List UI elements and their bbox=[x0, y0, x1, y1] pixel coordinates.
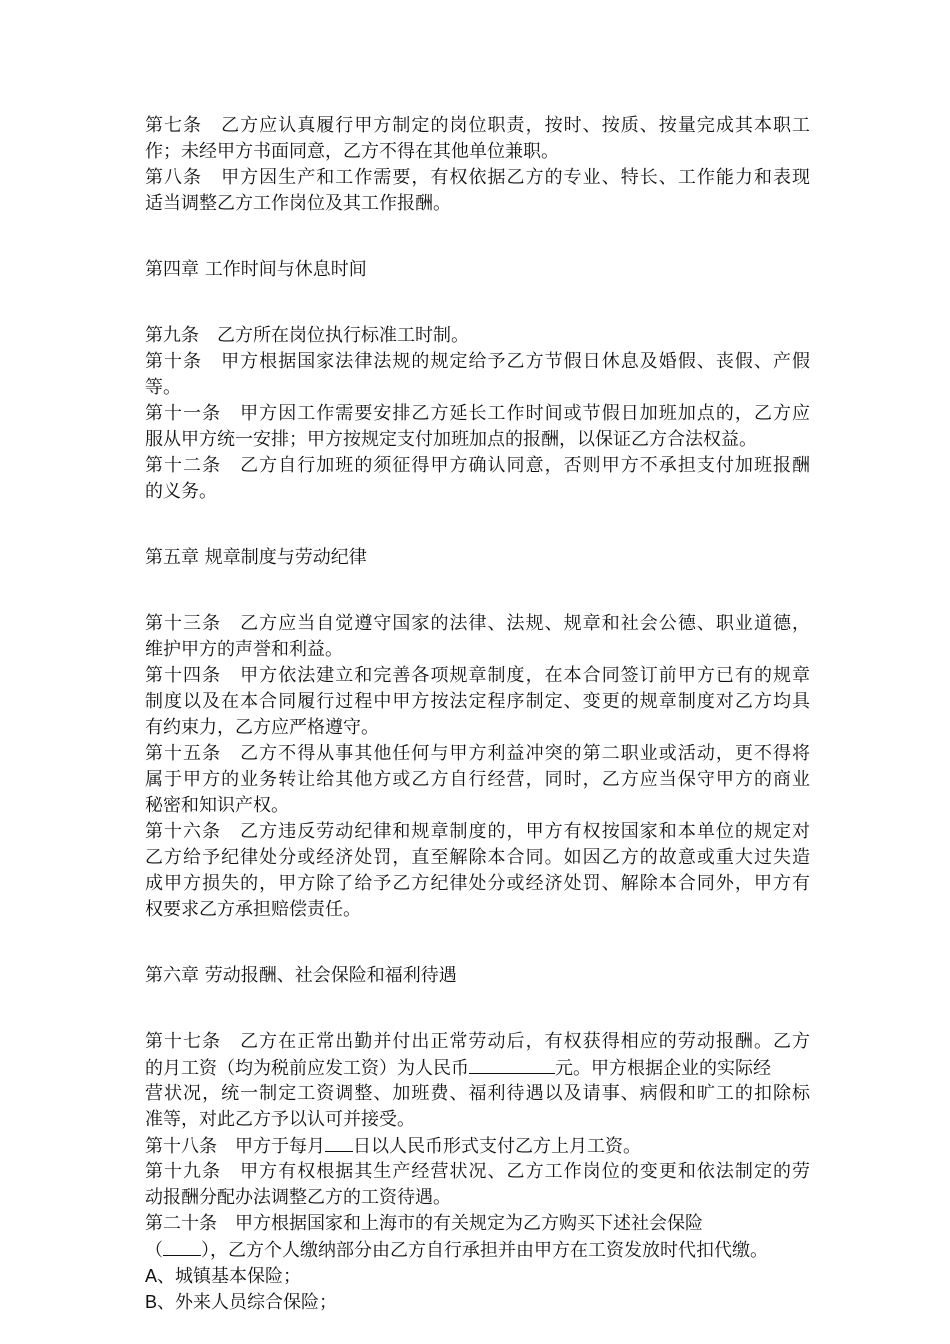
salary-amount-blank[interactable] bbox=[469, 1055, 555, 1074]
article-12-line-2: 的义务。 bbox=[145, 481, 217, 502]
spacer bbox=[145, 571, 810, 611]
article-20-line-1: 第二十条 甲方根据国家和上海市的有关规定为乙方购买下述社会保险 bbox=[145, 1213, 703, 1234]
option-b-letter: B bbox=[145, 1292, 158, 1312]
article-20-line-2 bbox=[145, 1237, 810, 1263]
article-18-end: 日以人民币形式支付乙方上月工资。 bbox=[353, 1136, 641, 1157]
article-15-line-2: 属于甲方的业务转让给其他方或乙方自行经营，同时，乙方应当保守甲方的商业 bbox=[145, 769, 810, 790]
article-14-line-1: 第十四条 甲方依法建立和完善各项规章制度，在本合同签订前甲方已有的规章 bbox=[145, 665, 810, 686]
option-a-letter: A bbox=[145, 1266, 158, 1286]
spacer bbox=[145, 505, 810, 545]
article-18-line-1 bbox=[145, 1133, 810, 1159]
article-11-line-2: 服从甲方统一安排；甲方按规定支付加班加点的报酬，以保证乙方合法权益。 bbox=[145, 429, 757, 450]
chapter-5-heading: 第五章 规章制度与劳动纪律 bbox=[145, 547, 367, 568]
spacer bbox=[145, 217, 810, 257]
article-17-line-4: 准等，对此乙方予以认可并接受。 bbox=[145, 1109, 415, 1130]
document-page bbox=[145, 113, 810, 1315]
chapter-4-heading: 第四章 工作时间与休息时间 bbox=[145, 259, 367, 280]
article-19-line-1: 第十九条 甲方有权根据其生产经营状况、乙方工作岗位的变更和依法制定的劳 bbox=[145, 1161, 810, 1182]
article-17-line-2-start: 的月工资（均为税前应发工资）为人民币 bbox=[145, 1058, 469, 1079]
article-7-line-1: 第七条 乙方应认真履行甲方制定的岗位职责，按时、按质、按量完成其本职工 bbox=[145, 115, 810, 136]
article-16-line-1: 第十六条 乙方违反劳动纪律和规章制度的，甲方有权按国家和本单位的规定对 bbox=[145, 821, 810, 842]
article-17-line-3: 营状况，统一制定工资调整、加班费、福利待遇以及请事、病假和旷工的扣除标 bbox=[145, 1083, 810, 1104]
option-b bbox=[145, 1289, 810, 1315]
spacer bbox=[145, 283, 810, 323]
article-16-line-3: 成甲方损失的，甲方除了给予乙方纪律处分或经济处罚、解除本合同外，甲方有 bbox=[145, 873, 810, 894]
article-8-line-1: 第八条 甲方因生产和工作需要，有权依据乙方的专业、特长、工作能力和表现 bbox=[145, 167, 810, 188]
article-13-line-2: 维护甲方的声誉和利益。 bbox=[145, 639, 343, 660]
article-7-line-2: 作；未经甲方书面同意，乙方不得在其他单位兼职。 bbox=[145, 141, 559, 162]
article-14-line-2: 制度以及在本合同履行过程中甲方按法定程序制定、变更的规章制度对乙方均具 bbox=[145, 691, 810, 712]
option-a bbox=[145, 1263, 810, 1289]
article-15-line-1: 第十五条 乙方不得从事其他任何与甲方利益冲突的第二职业或活动，更不得将 bbox=[145, 743, 810, 764]
option-b-text: 、外来人员综合保险； bbox=[157, 1292, 338, 1313]
article-19-line-2: 动报酬分配办法调整乙方的工资待遇。 bbox=[145, 1187, 451, 1208]
article-20-paren-open: （ bbox=[145, 1240, 163, 1261]
article-11-line-1: 第十一条 甲方因工作需要安排乙方延长工作时间或节假日加班加点的，乙方应 bbox=[145, 403, 810, 424]
option-a-text: 、城镇基本保险； bbox=[157, 1266, 302, 1287]
article-17-line-2 bbox=[145, 1055, 810, 1081]
article-9-line-1: 第九条 乙方所在岗位执行标准工时制。 bbox=[145, 325, 469, 346]
article-17-line-2-end: 元。甲方根据企业的实际经 bbox=[555, 1058, 771, 1079]
article-20-line-2-end: ），乙方个人缴纳部分由乙方自行承担并由甲方在工资发放时代扣代缴。 bbox=[201, 1240, 768, 1261]
pay-day-blank[interactable] bbox=[325, 1133, 353, 1152]
spacer bbox=[145, 989, 810, 1029]
article-16-line-2: 乙方给予纪律处分或经济处罚，直至解除本合同。如因乙方的故意或重大过失造 bbox=[145, 847, 810, 868]
article-15-line-3: 秘密和知识产权。 bbox=[145, 795, 289, 816]
article-8-line-2: 适当调整乙方工作岗位及其工作报酬。 bbox=[145, 193, 451, 214]
article-13-line-1: 第十三条 乙方应当自觉遵守国家的法律、法规、规章和社会公德、职业道德， bbox=[145, 613, 810, 634]
article-14-line-3: 有约束力，乙方应严格遵守。 bbox=[145, 717, 379, 738]
article-10-line-2: 等。 bbox=[145, 377, 181, 398]
spacer bbox=[145, 923, 810, 963]
article-10-line-1: 第十条 甲方根据国家法律法规的规定给予乙方节假日休息及婚假、丧假、产假 bbox=[145, 351, 810, 372]
article-12-line-1: 第十二条 乙方自行加班的须征得甲方确认同意，否则甲方不承担支付加班报酬 bbox=[145, 455, 810, 476]
article-16-line-4: 权要求乙方承担赔偿责任。 bbox=[145, 899, 361, 920]
article-17-line-1: 第十七条 乙方在正常出勤并付出正常劳动后，有权获得相应的劳动报酬。乙方 bbox=[145, 1031, 810, 1052]
insurance-option-blank[interactable] bbox=[163, 1237, 201, 1256]
article-18-start: 第十八条 甲方于每月 bbox=[145, 1136, 325, 1157]
chapter-6-heading: 第六章 劳动报酬、社会保险和福利待遇 bbox=[145, 965, 457, 986]
